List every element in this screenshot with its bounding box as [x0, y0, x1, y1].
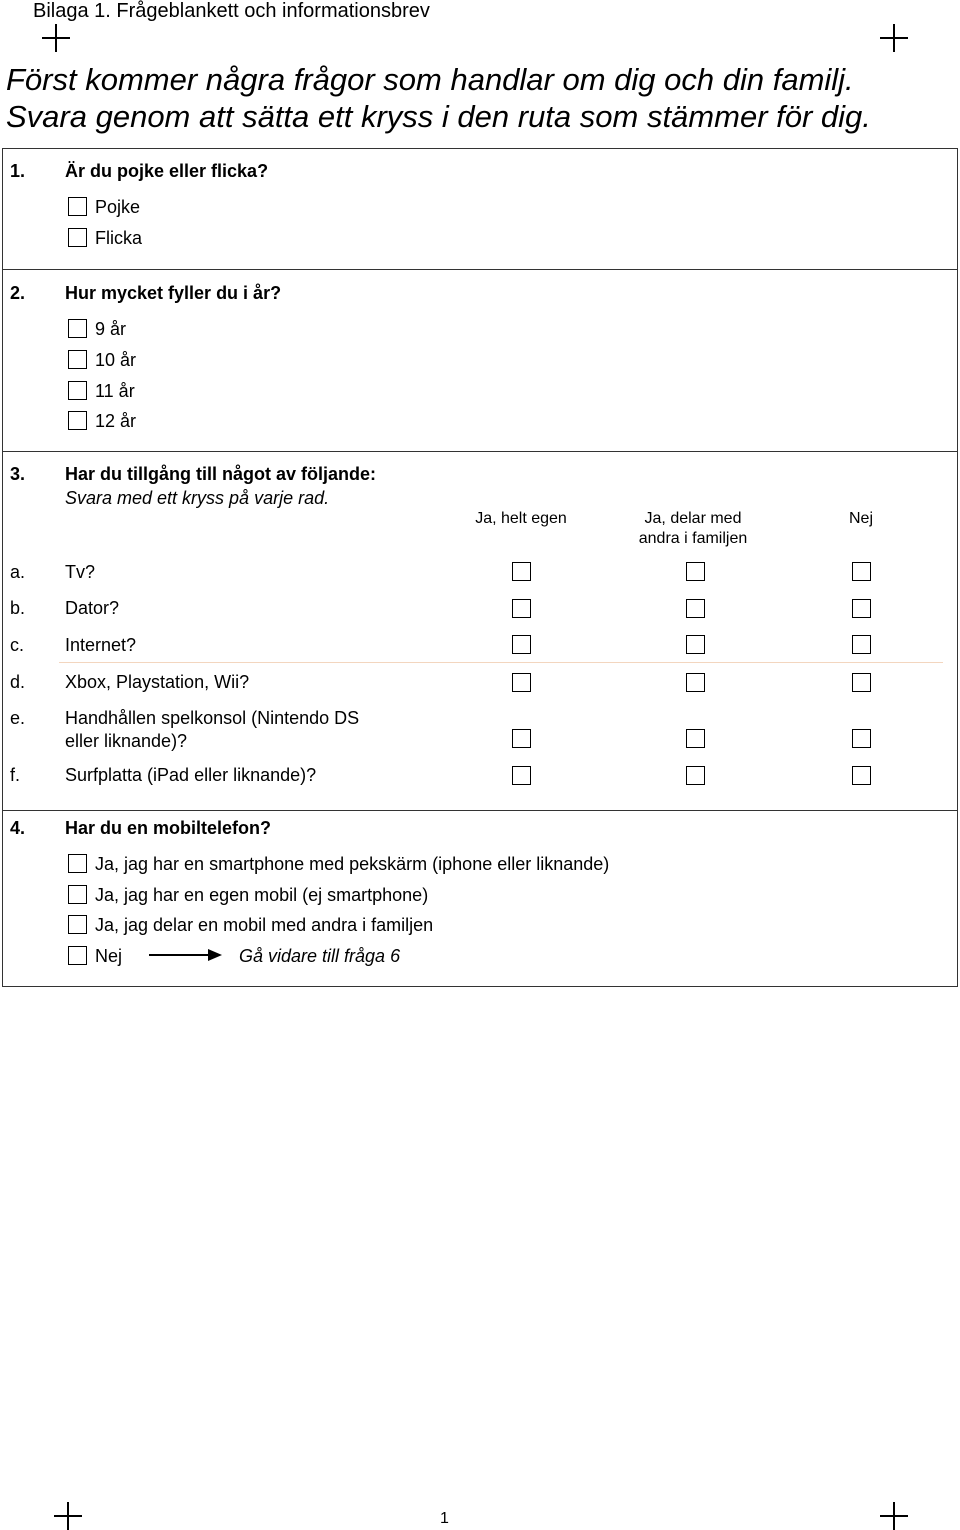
option-label: Flicka: [95, 228, 143, 248]
checkbox-smartphone[interactable]: [68, 854, 87, 873]
row-divider: [59, 662, 943, 663]
checkbox-dator-delar[interactable]: [686, 599, 705, 618]
question-text: Är du pojke eller flicka?: [65, 161, 269, 181]
option-label: Ja, jag har en smartphone med pekskärm (iphone eller liknande): [95, 854, 610, 874]
column-header-ja-helt-egen: Ja, helt egen: [475, 510, 567, 527]
checkbox-xbox-helt-egen[interactable]: [512, 673, 531, 692]
checkbox-handhallen-helt-egen[interactable]: [512, 729, 531, 748]
checkbox-10-ar[interactable]: [68, 350, 87, 369]
question-number: 2.: [10, 283, 26, 303]
registration-mark-icon: [42, 24, 70, 52]
checkbox-surfplatta-nej[interactable]: [852, 766, 871, 785]
question-number: 4.: [10, 818, 26, 838]
checkbox-internet-helt-egen[interactable]: [512, 635, 531, 654]
checkbox-tv-delar[interactable]: [686, 562, 705, 581]
item-label-tv: Tv?: [65, 562, 96, 582]
document-header-title: Bilaga 1. Frågeblankett och informationsbrev: [33, 0, 430, 22]
checkbox-surfplatta-helt-egen[interactable]: [512, 766, 531, 785]
question-number: 1.: [10, 161, 26, 181]
checkbox-9-ar[interactable]: [68, 319, 87, 338]
checkbox-delar-mobil[interactable]: [68, 915, 87, 934]
item-label-handhallen: Handhållen spelkonsol (Nintendo DS: [65, 708, 360, 728]
arrow-head-icon: [208, 949, 222, 961]
question-1-section: [2, 148, 958, 270]
page-number: 1: [440, 1510, 449, 1527]
question-text: Har du tillgång till något av följande:: [65, 464, 377, 484]
checkbox-xbox-nej[interactable]: [852, 673, 871, 692]
registration-mark-icon: [880, 1502, 908, 1530]
intro-line-2: Svara genom att sätta ett kryss i den ruta som stämmer för dig.: [6, 99, 871, 134]
column-header-ja-delar-med-line2: andra i familjen: [638, 530, 748, 547]
option-label: 9 år: [95, 319, 127, 339]
skip-instruction: Gå vidare till fråga 6: [239, 946, 401, 966]
option-label: 12 år: [95, 411, 137, 431]
option-label: 11 år: [95, 381, 135, 401]
checkbox-xbox-delar[interactable]: [686, 673, 705, 692]
registration-mark-icon: [54, 1502, 82, 1530]
checkbox-nej[interactable]: [68, 946, 87, 965]
checkbox-handhallen-delar[interactable]: [686, 729, 705, 748]
checkbox-11-ar[interactable]: [68, 381, 87, 400]
intro-line-1: Först kommer några frågor som handlar om dig och din familj.: [6, 62, 854, 97]
question-number: 3.: [10, 464, 26, 484]
question-text: Hur mycket fyller du i år?: [65, 283, 282, 303]
column-header-nej: Nej: [848, 510, 873, 527]
checkbox-dator-nej[interactable]: [852, 599, 871, 618]
column-header-ja-delar-med: Ja, delar med: [644, 510, 742, 527]
checkbox-internet-nej[interactable]: [852, 635, 871, 654]
item-letter: c.: [10, 635, 25, 655]
question-4-section: [2, 810, 958, 987]
item-label-dator: Dator?: [65, 598, 120, 618]
checkbox-flicka[interactable]: [68, 228, 87, 247]
item-letter: d.: [10, 672, 26, 692]
item-letter: f.: [10, 765, 21, 785]
question-text: Har du en mobiltelefon?: [65, 818, 272, 838]
item-letter: e.: [10, 708, 26, 728]
registration-mark-icon: [880, 24, 908, 52]
item-label-xbox: Xbox, Playstation, Wii?: [65, 672, 250, 692]
option-label: Ja, jag har en egen mobil (ej smartphone): [95, 885, 429, 905]
checkbox-surfplatta-delar[interactable]: [686, 766, 705, 785]
checkbox-internet-delar[interactable]: [686, 635, 705, 654]
checkbox-handhallen-nej[interactable]: [852, 729, 871, 748]
item-label-surfplatta: Surfplatta (iPad eller liknande)?: [65, 765, 317, 785]
option-label: Nej: [95, 946, 123, 966]
checkbox-12-ar[interactable]: [68, 411, 87, 430]
checkbox-egen-mobil[interactable]: [68, 885, 87, 904]
option-label: Pojke: [95, 197, 141, 217]
question-2-section: [2, 269, 958, 452]
checkbox-dator-helt-egen[interactable]: [512, 599, 531, 618]
question-3-section: [2, 451, 958, 811]
checkbox-tv-nej[interactable]: [852, 562, 871, 581]
checkbox-pojke[interactable]: [68, 197, 87, 216]
arrow-right-icon: [149, 954, 211, 956]
option-label: Ja, jag delar en mobil med andra i familjen: [95, 915, 434, 935]
question-instruction: Svara med ett kryss på varje rad.: [65, 488, 330, 508]
checkbox-tv-helt-egen[interactable]: [512, 562, 531, 581]
item-label-internet: Internet?: [65, 635, 137, 655]
item-letter: a.: [10, 562, 26, 582]
item-letter: b.: [10, 598, 26, 618]
option-label: 10 år: [95, 350, 137, 370]
item-label-handhallen-line2: eller liknande)?: [65, 731, 188, 751]
